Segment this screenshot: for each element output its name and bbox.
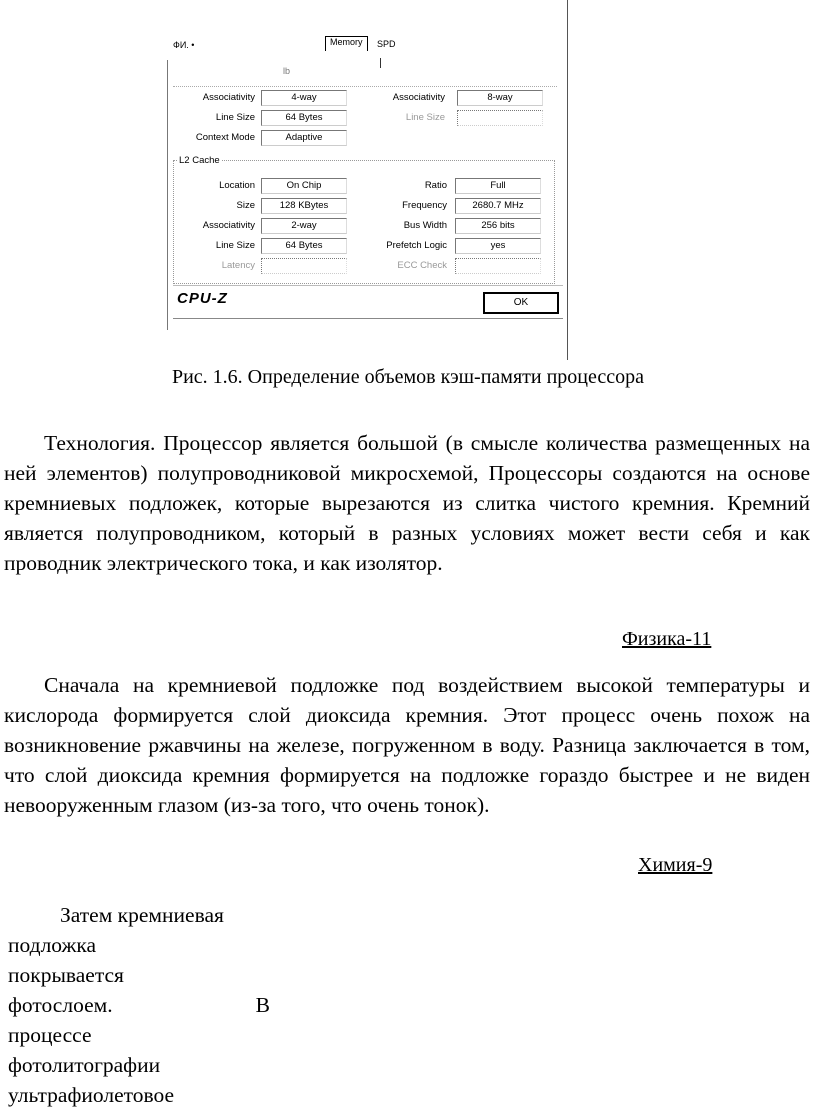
reference-physics[interactable]: Физика-11: [622, 628, 712, 650]
p3-line-6: фотолитографии: [8, 1053, 161, 1077]
l2-location-label: Location: [219, 180, 255, 191]
l2-ecc-check-label: ECC Check: [397, 260, 447, 271]
cpuz-logo: CPU-Z: [177, 290, 228, 307]
l2-frequency-value: 2680.7 MHz: [455, 198, 541, 214]
l2-size-value: 128 KBytes: [261, 198, 347, 214]
bottom-separator: [173, 285, 563, 286]
l1-right-associativity-label: Associativity: [392, 92, 445, 103]
l2-prefetch-logic-label: Prefetch Logic: [386, 240, 447, 251]
tab-row: [165, 36, 570, 54]
l2-ratio-label: Ratio: [424, 180, 447, 191]
screenshot-left-border: [167, 60, 168, 330]
l2-size-label: Size: [236, 200, 255, 211]
p3-line-7: ультрафиолетовое: [8, 1083, 175, 1107]
paragraph-technology: Технология. Процессор является большой (в смысле количества размещенных на ней элементов) полупроводниковой микросхемой, Процессоры создаются на основе кремниевых подложек, которые вырезаются из слитка чистого кремния. Кремний является полупроводником, который в разных условиях может вести себя и как проводник электрического тока, и как изолятор.: [4, 431, 810, 575]
tab-fi[interactable]: ФИ. •: [173, 40, 195, 50]
l1-left-line-size-value: 64 Bytes: [261, 110, 347, 126]
l1-context-mode-value: Adaptive: [261, 130, 347, 146]
l2-cache-title: L2 Cache: [179, 155, 220, 166]
paragraph-oxide: Сначала на кремниевой подложке под воздействием высокой температуры и кислорода формируется слой диоксида кремния. Этот процесс очень похож на возникновение ржавчины на железе, погруженном в воду. Разница заключается в том, что слой диоксида кремния формируется на подложке гораздо быстрее и не виден невооруженным глазом (из-за того, что очень тонок).: [4, 673, 810, 817]
l2-associativity-label: Associativity: [202, 220, 255, 231]
l2-ratio-value: Full: [455, 178, 541, 194]
p3-line-2: подложка: [8, 933, 97, 957]
p3-line-1: Затем кремниевая: [60, 903, 224, 927]
reference-chemistry[interactable]: Химия-9: [638, 854, 713, 876]
l1-right-line-size-label: Line Size: [405, 112, 445, 123]
faint-mark: lb: [283, 66, 291, 76]
tick-mark: [380, 58, 381, 68]
ok-button[interactable]: OK: [483, 292, 559, 314]
tab-spd[interactable]: SPD: [377, 39, 396, 49]
p3-line-3: покрывается: [8, 963, 124, 987]
tab-memory[interactable]: Memory: [325, 36, 368, 51]
l2-latency-label: Latency: [221, 260, 255, 271]
bottom-line: [173, 318, 563, 319]
l2-location-value: On Chip: [261, 178, 347, 194]
paragraph-photolithography: [8, 900, 270, 1110]
l2-associativity-value: 2-way: [261, 218, 347, 234]
p3-line-4: [8, 990, 270, 1020]
l1-right-associativity-value: 8-way: [457, 90, 543, 106]
l2-latency-value: [261, 258, 347, 274]
l2-prefetch-logic-value: yes: [455, 238, 541, 254]
l2-bus-width-value: 256 bits: [455, 218, 541, 234]
l1-left-associativity-value: 4-way: [261, 90, 347, 106]
l2-line-size-value: 64 Bytes: [261, 238, 347, 254]
l1-context-mode-label: Context Mode: [195, 132, 255, 143]
l2-ecc-check-value: [455, 258, 541, 274]
figure-caption: Рис. 1.6. Определение объемов кэш-памяти процессора: [171, 366, 645, 388]
l2-line-size-label: Line Size: [215, 240, 255, 251]
l1-left-line-size-label: Line Size: [215, 112, 255, 123]
p3-line-5: процессе: [8, 1023, 92, 1047]
l2-bus-width-label: Bus Width: [403, 220, 447, 231]
l1-right-line-size-value: [457, 110, 543, 126]
screenshot-right-border: [567, 0, 568, 360]
p3-line-4b: В: [255, 993, 270, 1017]
l1-left-associativity-label: Associativity: [202, 92, 255, 103]
l2-frequency-label: Frequency: [402, 200, 447, 211]
cpuz-screenshot: [165, 0, 570, 340]
p3-line-4a: фотослоем.: [8, 993, 113, 1017]
